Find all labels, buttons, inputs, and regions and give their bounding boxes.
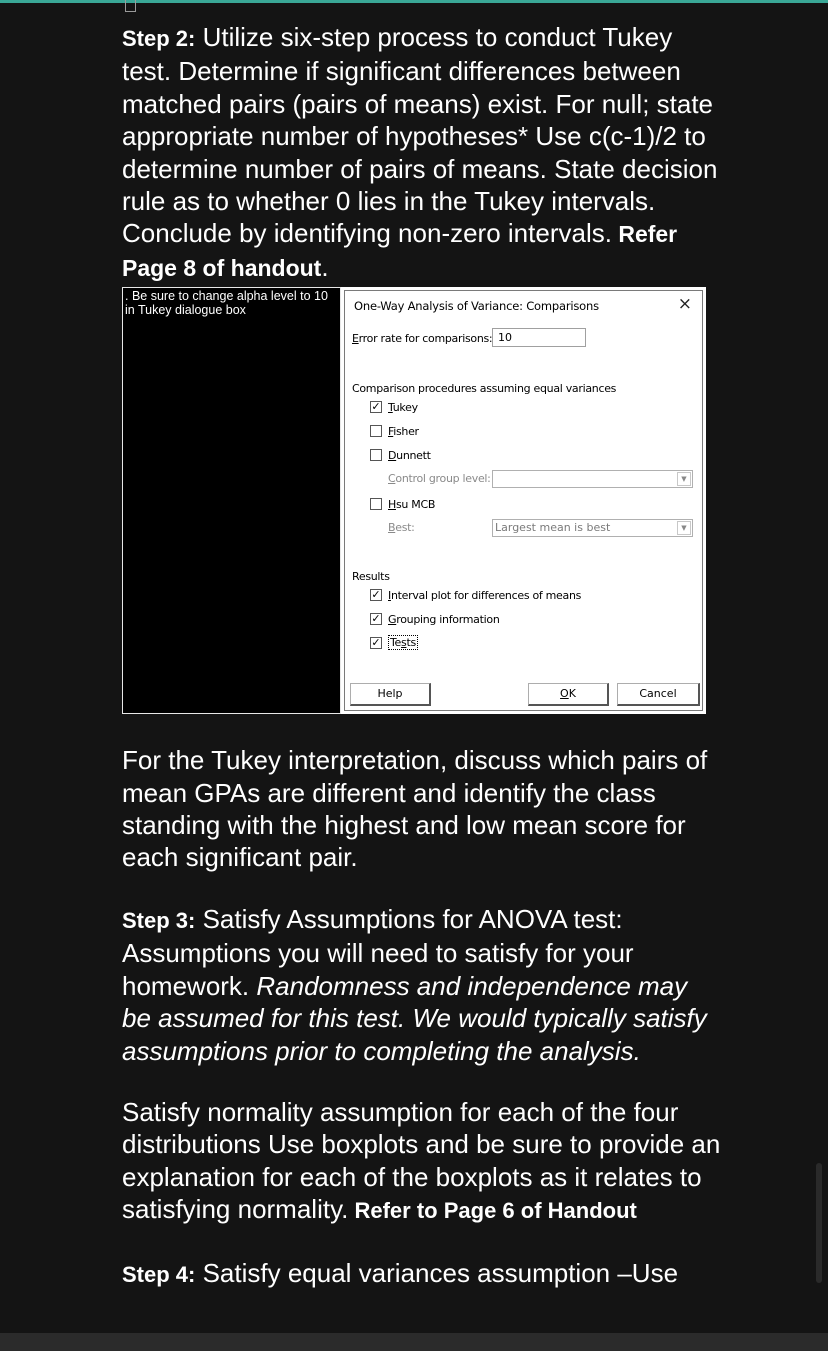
step2-end: . <box>321 251 329 282</box>
normality-paragraph <box>122 1096 722 1228</box>
dunnett-checkbox[interactable] <box>370 449 382 461</box>
error-rate-input[interactable]: 10 <box>492 328 586 347</box>
hsu-mcb-checkbox[interactable] <box>370 498 382 510</box>
control-group-label: Control group level: <box>388 472 491 486</box>
step4-text: Satisfy equal variances assumption –Use <box>195 1257 679 1288</box>
cancel-button[interactable]: Cancel <box>617 683 700 706</box>
tukey-dialog-figure <box>122 287 706 714</box>
figure-caption <box>122 287 341 714</box>
chevron-down-icon[interactable]: ▼ <box>677 472 691 486</box>
dunnett-label: Dunnett <box>388 449 431 463</box>
normality-text: Satisfy normality assumption for each of the four distributions Use boxplots and be sure to provide an explanation for each of the boxplots as it relates to satisfying normality. <box>122 1096 721 1225</box>
normality-ref: Refer to Page 6 of Handout <box>348 1198 637 1224</box>
document-body <box>122 21 722 1291</box>
step4-paragraph <box>122 1257 722 1291</box>
checkbox-fragment <box>125 0 136 12</box>
ok-button[interactable]: OK <box>528 683 609 706</box>
error-rate-label: Error rate for comparisons: <box>352 332 493 346</box>
bottom-bar <box>0 1333 828 1351</box>
interval-plot-label: Interval plot for differences of means <box>388 589 582 603</box>
scrollbar-thumb[interactable] <box>816 1163 822 1283</box>
results-heading: Results <box>352 570 390 584</box>
best-select[interactable]: Largest mean is best ▼ <box>492 519 693 537</box>
fisher-checkbox[interactable] <box>370 425 382 437</box>
tests-label: Tests <box>390 636 416 650</box>
control-group-select[interactable] <box>492 470 693 488</box>
chevron-down-icon[interactable]: ▼ <box>677 521 691 535</box>
tukey-checkbox[interactable]: ✓ <box>371 400 381 414</box>
fisher-label: Fisher <box>388 425 419 439</box>
caption-text: . Be sure to change alpha level to 10 in Tukey dialogue box <box>125 289 328 318</box>
step2-label: Step 2: <box>122 26 196 51</box>
dialog-frame <box>344 290 703 711</box>
interval-plot-checkbox[interactable]: ✓ <box>371 588 381 602</box>
step4-label: Step 4: <box>122 1261 196 1287</box>
comparisons-dialog <box>341 287 706 714</box>
dialog-title: One-Way Analysis of Variance: Comparisons <box>354 299 599 314</box>
step3-paragraph <box>122 903 722 1067</box>
best-label: Best: <box>388 521 415 535</box>
step3-italic: Randomness and independence may be assumed for this test. We would typically satisfy assumptions prior to completing the analysis. <box>122 970 707 1066</box>
grouping-info-label: Grouping information <box>388 613 500 627</box>
step2-ref: Refer Page 8 of handout <box>122 221 678 281</box>
help-button[interactable]: Help <box>350 683 431 706</box>
tukey-interpretation-paragraph: For the Tukey interpretation, discuss which pairs of mean GPAs are different and identify the class standing with the highest and low mean score for each significant pair. <box>122 745 708 873</box>
step3-label: Step 3: <box>122 907 196 933</box>
tukey-label: Tukey <box>388 401 418 415</box>
grouping-info-checkbox[interactable]: ✓ <box>371 612 381 626</box>
step2-text: Utilize six-step process to conduct Tukey test. Determine if significant differences between matched pairs (pairs of means) exist. For null; state appropriate number of hypotheses* Use c(c-1)/2 to determine number of pairs of means. State decision rule as to whether 0 lies in the Tukey intervals. Conclude by identifying non-zero intervals. <box>122 22 718 249</box>
step2-paragraph <box>122 21 722 284</box>
step3-text: Satisfy Assumptions for ANOVA test: Assumptions you will need to satisfy for your homework. <box>122 903 634 1001</box>
procedures-heading: Comparison procedures assuming equal variances <box>352 382 617 396</box>
tests-checkbox[interactable]: ✓ <box>371 636 381 650</box>
hsu-mcb-label: Hsu MCB <box>388 498 436 512</box>
close-icon[interactable]: × <box>677 294 692 315</box>
